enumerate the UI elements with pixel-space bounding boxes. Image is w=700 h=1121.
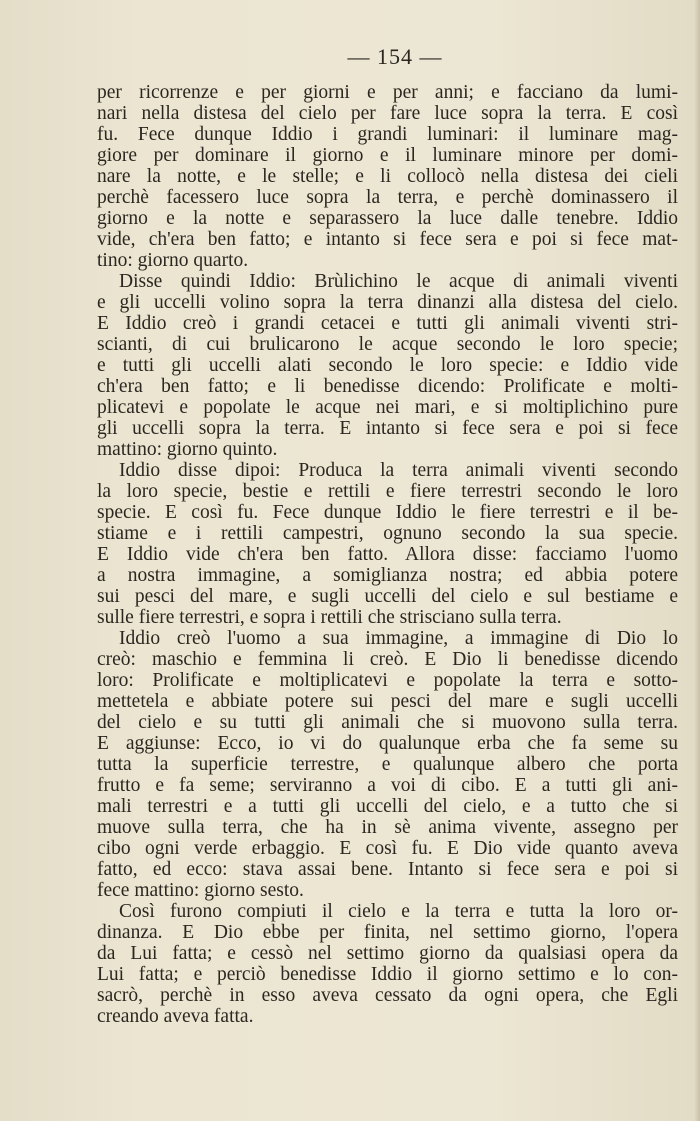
text-line: creò: maschio e femmina li creò. E Dio li benedisse dicendo bbox=[97, 649, 678, 670]
text-line: muove sulla terra, che ha in sè anima vivente, assegno per bbox=[97, 817, 678, 838]
text-line: giorno e la notte e separassero la luce dalle tenebre. Iddio bbox=[97, 208, 678, 229]
text-line: e tutti gli uccelli alati secondo le loro specie: e Iddio vide bbox=[97, 355, 678, 376]
text-line: sulle fiere terrestri, e sopra i rettili che strisciano sulla terra. bbox=[97, 607, 562, 628]
text-line: Così furono compiuti il cielo e la terra e tutta la loro or- bbox=[119, 901, 678, 922]
text-line: frutto e fa seme; serviranno a voi di cibo. E a tutti gli ani- bbox=[97, 775, 678, 796]
text-line: loro: Prolificate e moltiplicatevi e popolate la terra e sotto- bbox=[97, 670, 678, 691]
text-line: la loro specie, bestie e rettili e fiere terrestri secondo le loro bbox=[97, 481, 678, 502]
text-line: da Lui fatta; e cessò nel settimo giorno da qualsiasi opera da bbox=[97, 943, 678, 964]
text-line: vide, ch'era ben fatto; e intanto si fece sera e poi si fece mat- bbox=[97, 229, 678, 250]
text-line: e gli uccelli volino sopra la terra dinanzi alla distesa del cielo. bbox=[97, 292, 678, 313]
text-line: del cielo e su tutti gli animali che si muovono sulla terra. bbox=[97, 712, 678, 733]
text-line: sui pesci del mare, e sugli uccelli del cielo e sul bestiame e bbox=[97, 586, 678, 607]
text-line: mettetela e abbiate potere sui pesci del mare e sugli uccelli bbox=[97, 691, 678, 712]
text-line: cibo ogni verde erbaggio. E così fu. E Dio vide quanto aveva bbox=[97, 838, 678, 859]
text-line: fatto, ed ecco: stava assai bene. Intanto si fece sera e poi si bbox=[97, 859, 678, 880]
paragraph bbox=[97, 901, 678, 1027]
text-line: sacrò, perchè in esso aveva cessato da ogni opera, che Egli bbox=[97, 985, 678, 1006]
text-line: tino: giorno quarto. bbox=[97, 250, 249, 271]
text-line: fu. Fece dunque Iddio i grandi luminari: il luminare mag- bbox=[97, 124, 678, 145]
text-line: scianti, di cui brulicarono le acque secondo le loro specie; bbox=[97, 334, 678, 355]
text-line: E Iddio creò i grandi cetacei e tutti gli animali viventi stri- bbox=[97, 313, 678, 334]
text-line: Disse quindi Iddio: Brùlichino le acque di animali viventi bbox=[119, 271, 678, 292]
text-line: nare la notte, e le stelle; e li collocò nella distesa dei cieli bbox=[97, 166, 678, 187]
text-line: tutta la superficie terrestre, e qualunque albero che porta bbox=[97, 754, 678, 775]
text-line: plicatevi e popolate le acque nei mari, e si moltiplichino pure bbox=[97, 397, 678, 418]
text-line: ch'era ben fatto; e li benedisse dicendo: Prolificate e molti- bbox=[97, 376, 678, 397]
paragraph bbox=[97, 628, 678, 901]
paragraph bbox=[97, 460, 678, 628]
text-line: Iddio creò l'uomo a sua immagine, a immagine di Dio lo bbox=[119, 628, 678, 649]
text-line: a nostra immagine, a somiglianza nostra; ed abbia potere bbox=[97, 565, 678, 586]
text-line: E Iddio vide ch'era ben fatto. Allora disse: facciamo l'uomo bbox=[97, 544, 678, 565]
text-line: specie. E così fu. Fece dunque Iddio le fiere terrestri e il be- bbox=[97, 502, 678, 523]
text-line: stiame e i rettili campestri, ognuno secondo la sua specie. bbox=[97, 523, 678, 544]
text-line: nari nella distesa del cielo per fare luce sopra la terra. E così bbox=[97, 103, 678, 124]
text-line: perchè facessero luce sopra la terra, e perchè dominassero il bbox=[97, 187, 678, 208]
text-line: creando aveva fatta. bbox=[97, 1006, 254, 1027]
text-line: Lui fatta; e perciò benedisse Iddio il giorno settimo e lo con- bbox=[97, 964, 678, 985]
paragraph bbox=[97, 271, 678, 460]
text-line: Iddio disse dipoi: Produca la terra animali viventi secondo bbox=[119, 460, 678, 481]
text-line: per ricorrenze e per giorni e per anni; e facciano da lumi- bbox=[97, 82, 678, 103]
text-line: E aggiunse: Ecco, io vi do qualunque erba che fa seme su bbox=[97, 733, 678, 754]
body-text bbox=[97, 82, 678, 1027]
text-line: gli uccelli sopra la terra. E intanto si fece sera e poi si fece bbox=[97, 418, 678, 439]
text-line: giore per dominare il giorno e il luminare minore per domi- bbox=[97, 145, 678, 166]
text-line: mali terrestri e a tutti gli uccelli del cielo, e a tutto che si bbox=[97, 796, 678, 817]
paragraph bbox=[97, 82, 678, 271]
text-line: fece mattino: giorno sesto. bbox=[97, 880, 304, 901]
page-number: — 154 — bbox=[347, 44, 443, 69]
page-edge-shadow bbox=[694, 0, 700, 1121]
text-line: dinanza. E Dio ebbe per finita, nel settimo giorno, l'opera bbox=[97, 922, 678, 943]
text-line: mattino: giorno quinto. bbox=[97, 439, 278, 460]
